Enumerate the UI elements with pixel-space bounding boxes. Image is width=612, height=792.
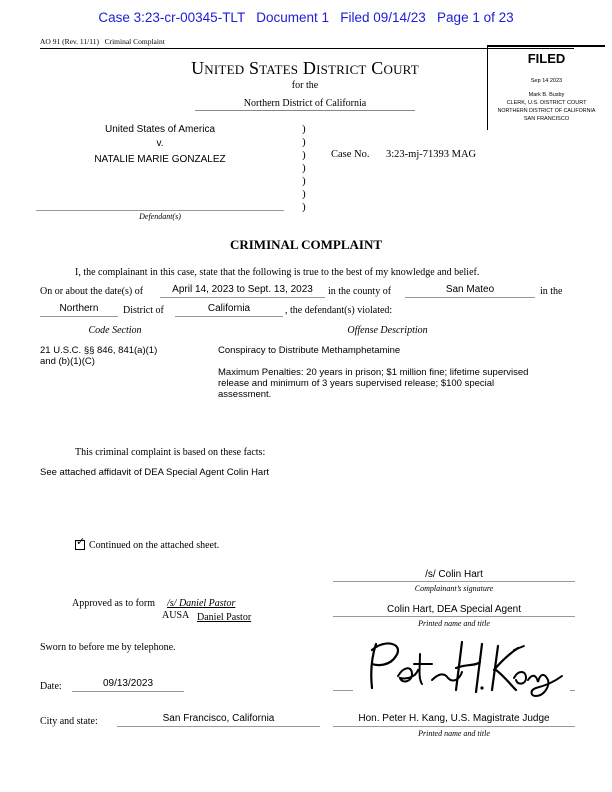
plaintiff-name: United States of America [104,124,216,135]
case-no-value: 3:23-mj-71393 MAG [386,149,477,160]
dates-label-before: On or about the date(s) of [40,286,144,297]
state-value: California [207,303,251,314]
court-district: Northern District of California [243,98,367,109]
judge-name-label: Printed name and title [418,729,490,738]
region-value: Northern [59,303,99,314]
complainant-name-rule [333,616,575,617]
filed-stamp [487,45,605,130]
offense-description-header: Offense Description [347,325,428,336]
judge-name-title: Hon. Peter H. Kang, U.S. Magistrate Judge [358,713,550,724]
versus: v. [156,138,164,149]
sworn-statement: Sworn to before me by telephone. [40,642,176,653]
case-no-label: Case No. [331,149,370,160]
county-rule [405,297,535,298]
complainant-signature: /s/ Colin Hart [425,569,483,580]
city-rule [117,726,320,727]
continued-label: Continued on the attached sheet. [89,540,220,551]
judge-signature-rule-left [333,690,353,691]
state-rule [175,316,283,317]
caption-paren-6: ) [302,188,306,200]
ausa-label: AUSA [162,610,190,621]
form-id: AO 91 (Rev. 11/11) Criminal Complaint [40,37,165,46]
complainant-name-label: Printed name and title [418,619,490,628]
violated-label: , the defendant(s) violated: [285,305,393,316]
city-value: San Francisco, California [162,713,275,724]
penalty-line-2: release and minimum of 3 years supervised release; $100 special [218,378,495,389]
intro-statement: I, the complainant in this case, state that the following is true to the best of my knowledge and belief. [75,267,480,278]
caption-paren-4: ) [302,162,306,174]
date-rule [72,691,184,692]
filed-stamp-clerk-title: CLERK, U.S. DISTRICT COURT [506,100,587,106]
complaint-title: CRIMINAL COMPLAINT [229,237,383,252]
continued-checkbox[interactable] [75,535,86,550]
defendant-rule [36,210,284,211]
city-label: City and state: [40,716,98,727]
court-for-the: for the [291,80,319,91]
filed-stamp-city: SAN FRANCISCO [523,116,570,122]
caption-paren-7: ) [302,201,306,213]
facts-label: This criminal complaint is based on these facts: [75,447,266,458]
dates-value: April 14, 2023 to Sept. 13, 2023 [172,284,313,295]
filed-stamp-district: NORTHERN DISTRICT OF CALIFORNIA [497,108,596,114]
check-mark-icon: ✓ [76,535,86,548]
offense-description: Conspiracy to Distribute Methamphetamine [218,345,401,356]
district-of-label: District of [123,305,164,316]
approval-signature: /s/ Daniel Pastor [167,598,236,609]
judge-name-rule [333,726,575,727]
defendant-name: NATALIE MARIE GONZALEZ [94,154,226,165]
filed-stamp-clerk-name: Mark B. Busby [528,92,565,98]
code-section-header: Code Section [88,325,142,336]
code-section-line-2: and (b)(1)(C) [40,356,95,367]
caption-paren-1: ) [302,123,306,135]
code-section-line-1: 21 U.S.C. §§ 846, 841(a)(1) [40,345,158,356]
approval-label: Approved as to form [72,598,156,609]
filed-stamp-date: Sep 14 2023 [530,78,563,84]
filed-stamp-title: FILED [527,51,566,66]
case-header-stamp: Case 3:23-cr-00345-TLT Document 1 Filed 09/14/23 Page 1 of 23 [98,10,514,25]
ausa-name: Daniel Pastor [197,612,252,623]
court-name: United States District Court [191,58,419,78]
dates-rule [160,297,325,298]
county-label: in the county of [328,286,392,297]
facts-text: See attached affidavit of DEA Special Agent Colin Hart [40,467,270,478]
caption-paren-5: ) [302,175,306,187]
date-label: Date: [40,681,62,692]
complainant-signature-label: Complainant’s signature [414,584,494,593]
penalty-line-3: assessment. [218,389,272,400]
county-value: San Mateo [445,284,495,295]
defendant-label: Defendant(s) [139,212,181,221]
district-rule [195,110,415,111]
region-rule [40,316,118,317]
date-value: 09/13/2023 [102,678,154,689]
complainant-name-title: Colin Hart, DEA Special Agent [387,604,521,615]
judge-signature [358,636,568,698]
dates-label-after: in the [540,286,563,297]
judge-signature-rule-right [570,690,575,691]
caption-paren-2: ) [302,136,306,148]
penalty-line-1: Maximum Penalties: 20 years in prison; $1 million fine; lifetime supervised [218,367,529,378]
complainant-signature-rule [333,581,575,582]
caption-paren-3: ) [302,149,306,161]
